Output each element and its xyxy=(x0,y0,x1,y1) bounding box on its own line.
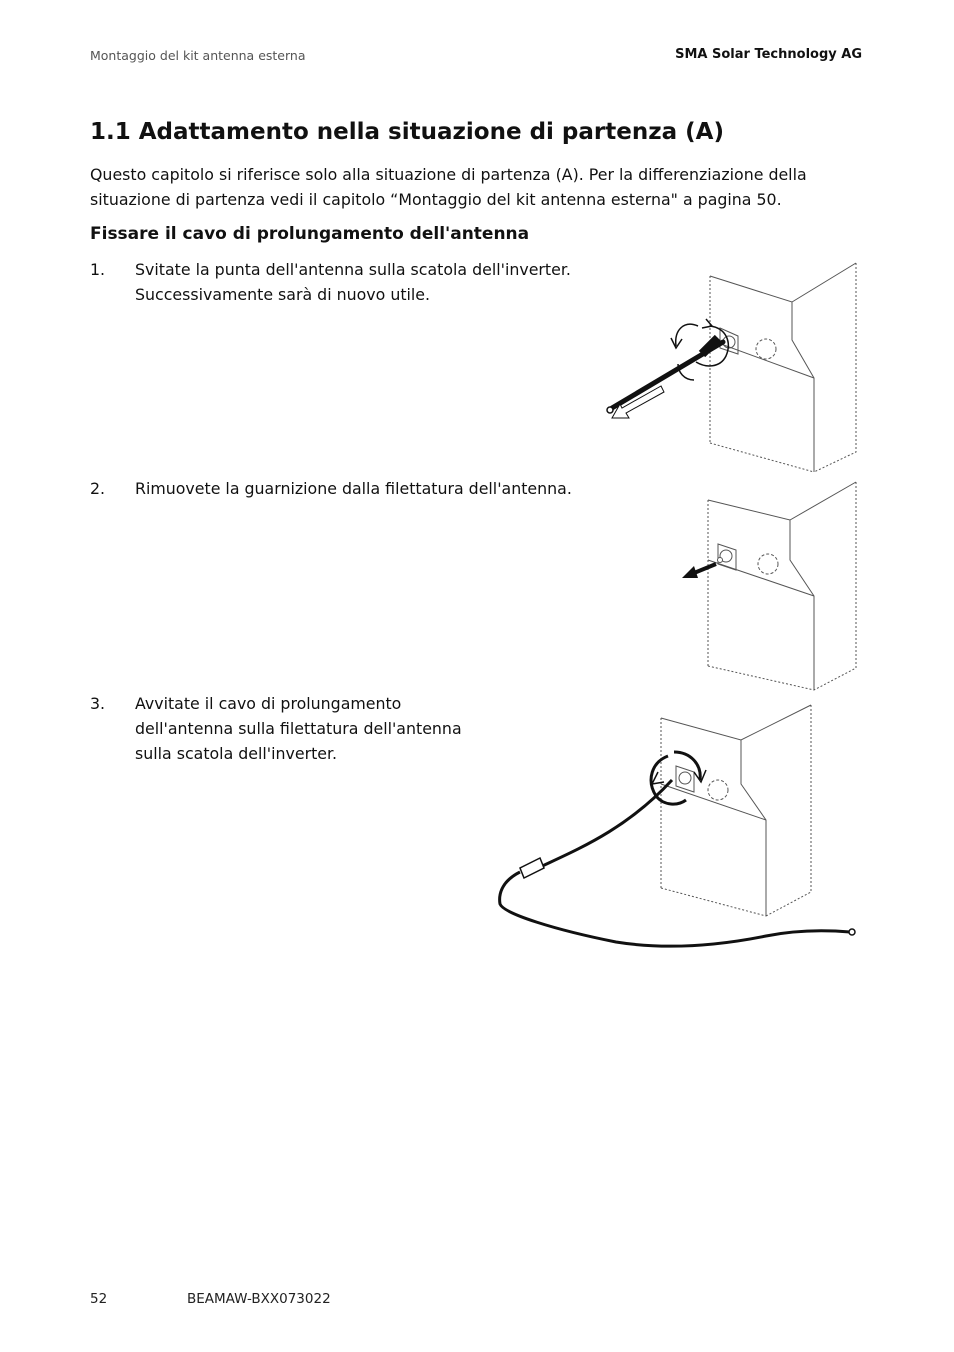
step-3-number: 3. xyxy=(90,694,106,713)
antenna-icon xyxy=(607,338,723,413)
step-1-number: 1. xyxy=(90,260,106,279)
step-3-line-3: sulla scatola dell'inverter. xyxy=(135,744,338,763)
step-3-line-2: dell'antenna sulla filettatura dell'antenna xyxy=(135,719,462,738)
figure-unscrew-antenna xyxy=(598,258,864,478)
step-2-text xyxy=(135,476,585,501)
step-2-number: 2. xyxy=(90,479,106,498)
inverter-housing-icon xyxy=(708,482,856,690)
step-1-text xyxy=(135,257,585,307)
step-3-line-1: Avvitate il cavo di prolungamento xyxy=(135,694,402,713)
step-3-text xyxy=(135,691,475,766)
intro-paragraph: Questo capitolo si riferisce solo alla situazione di partenza (A). Per la differenziazione della situazione di partenza vedi il capitolo “Montaggio del kit antenna esterna" a pagina 50. xyxy=(90,165,807,209)
subheading: Fissare il cavo di prolungamento dell'antenna xyxy=(90,224,530,244)
figure-remove-gasket xyxy=(672,478,864,694)
page-number: 52 xyxy=(90,1291,108,1307)
inverter-housing-icon xyxy=(661,705,811,916)
section-title: 1.1 Adattamento nella situazione di partenza (A) xyxy=(90,119,724,145)
figure-attach-extension-cable xyxy=(496,700,866,952)
step-1-line-1: Svitate la punta dell'antenna sulla scatola dell'inverter. xyxy=(135,260,571,279)
document-code: BEAMAW-BXX073022 xyxy=(187,1291,331,1307)
step-2-line-1: Rimuovete la guarnizione dalla filettatura dell'antenna. xyxy=(135,479,572,498)
running-header-company: SMA Solar Technology AG xyxy=(675,47,862,62)
inverter-housing-icon xyxy=(710,263,856,472)
step-1-line-2: Successivamente sarà di nuovo utile. xyxy=(135,285,431,304)
remove-arrow-icon xyxy=(682,564,716,578)
running-header-section: Montaggio del kit antenna esterna xyxy=(90,48,306,63)
